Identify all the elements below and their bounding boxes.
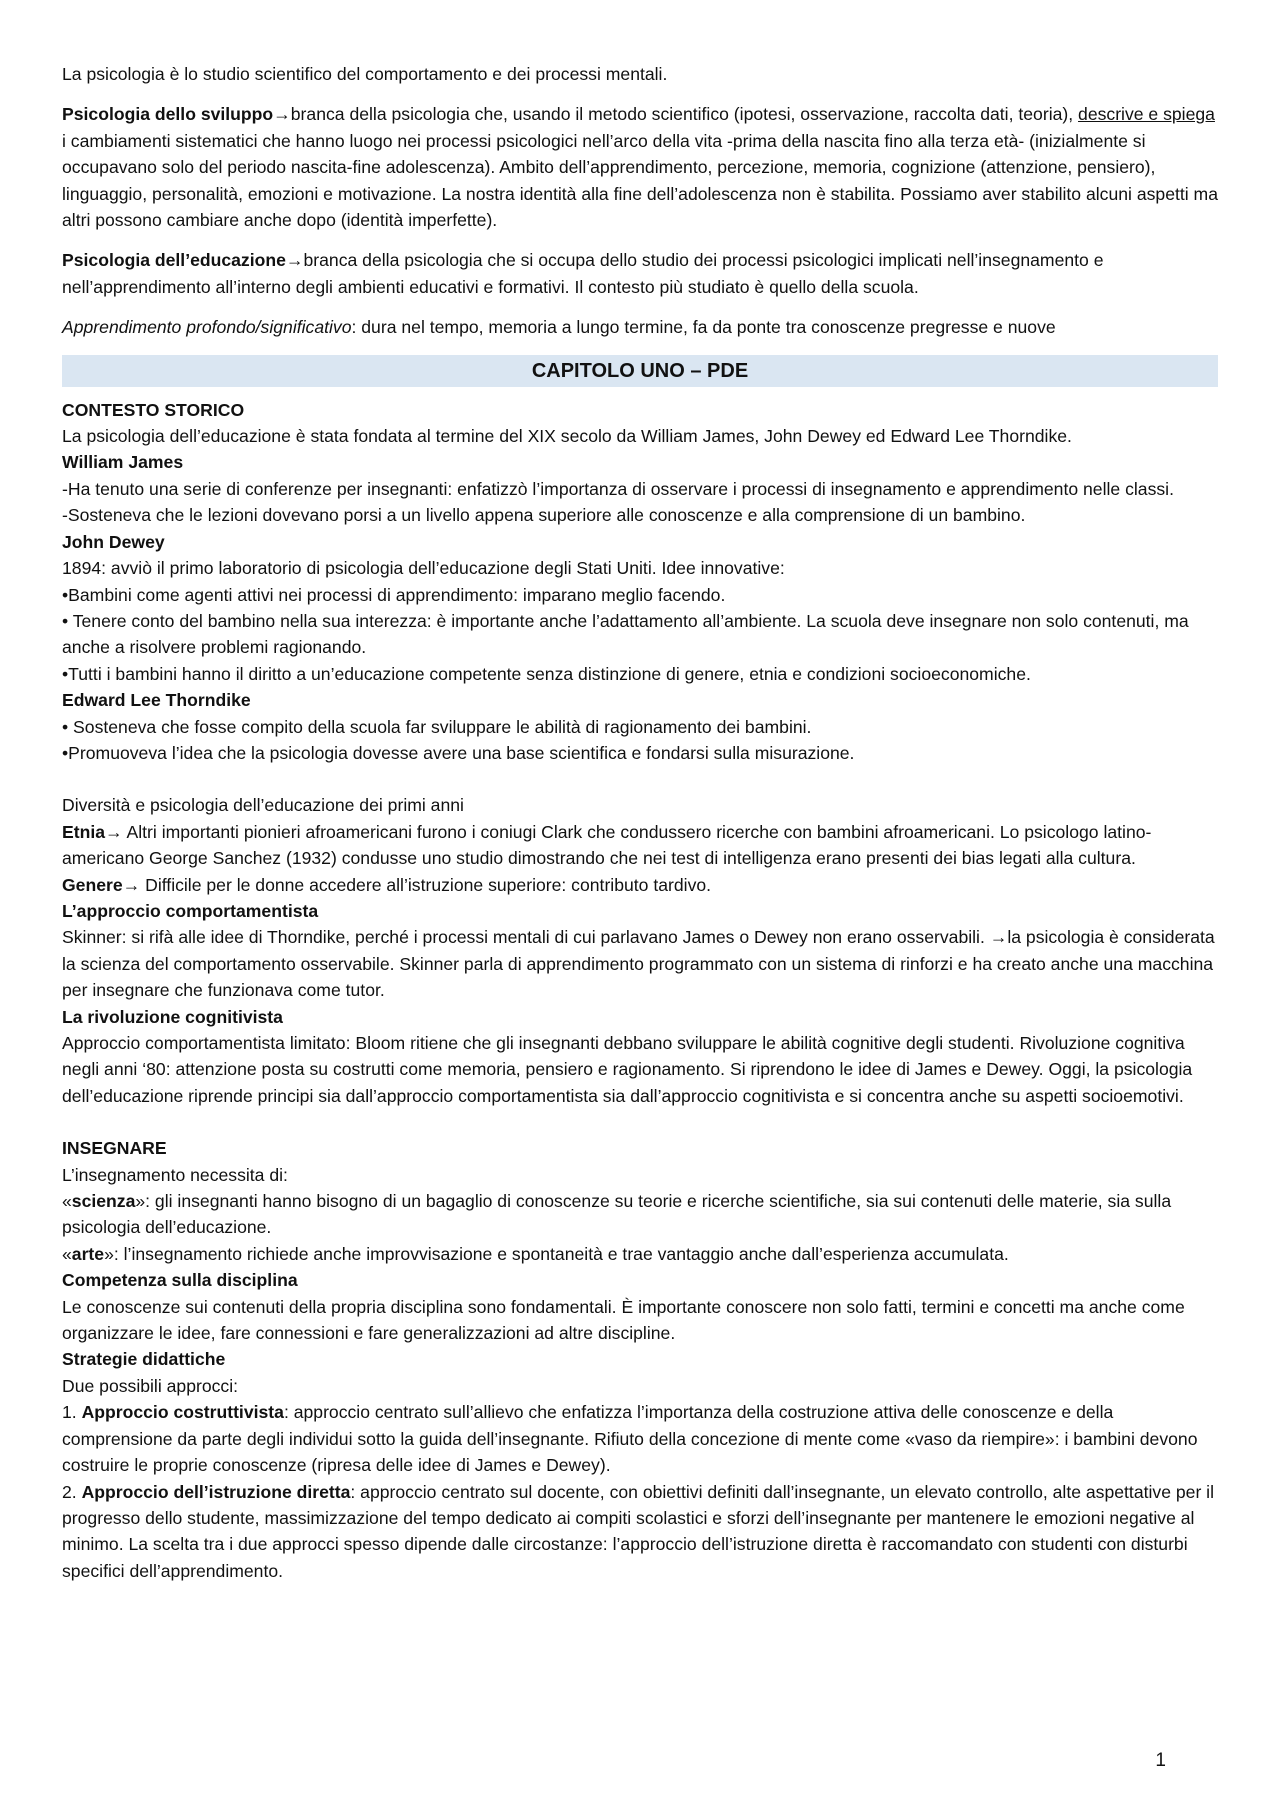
definition-text: branca della psicologia che si occupa dello studio dei processi psicologici implicati nell’insegnamento e nell’apprendimento all’interno degli ambienti educativi e formativi. Il contesto più studiato è quello della scuola. — [62, 250, 1104, 297]
diversity-heading: Diversità e psicologia dell’educazione dei primi anni — [62, 795, 464, 816]
james-point-2: -Sosteneva che le lezioni dovevano porsi a un livello appena superiore alle conoscenze e alla comprensione di un bambino. — [62, 505, 1026, 526]
label-etnia: Etnia — [62, 821, 106, 842]
definition-text: : dura nel tempo, memoria a lungo termine, fa da ponte tra conoscenze pregresse e nuove — [351, 317, 1056, 338]
subheading-strategie — [62, 1346, 1218, 1372]
list-number: 2. — [62, 1481, 82, 1502]
subheading-john-dewey — [62, 529, 1218, 555]
strategy-1-text: : approccio centrato sull’allievo che enfatizza l’importanza della costruzione attiva delle conoscenze e della comprensione da parte degli individui sotto la guida dell’insegnante. Rifiuto della concezione di mente come «vaso da riempire»: i bambini devono costruire le proprie conoscenze (ripresa delle idee di James e Dewey). — [62, 1402, 1198, 1476]
label-scienza: scienza — [71, 1191, 136, 1212]
label-istruzione-diretta: Approccio dell’istruzione diretta — [81, 1481, 351, 1502]
section-heading-insegnare — [62, 1135, 1218, 1161]
definition-text: branca della psicologia che, usando il metodo scientifico (ipotesi, osservazione, raccolta dati, teoria), — [290, 104, 1074, 125]
thorndike-bullet-2: •Promuoveva l’idea che la psicologia dovesse avere una base scientifica e fondarsi sulla misurazione. — [62, 742, 855, 763]
label-costruttivista: Approccio costruttivista — [81, 1402, 284, 1423]
heading-text: La rivoluzione cognitivista — [62, 1006, 283, 1027]
arte-text: »: l’insegnamento richiede anche improvvisazione e spontaneità e trae vantaggio anche dall’esperienza accumulata. — [104, 1243, 1009, 1264]
dewey-bullet-3: •Tutti i bambini hanno il diritto a un’educazione competente senza distinzione di genere, etnia e condizioni socioeconomiche. — [62, 663, 1031, 684]
underlined-phrase: descrive e spiega — [1078, 104, 1215, 125]
subheading-rivoluzione-cognitivista — [62, 1004, 1218, 1030]
thorndike-bullet-1: • Sosteneva che fosse compito della scuola far sviluppare le abilità di ragionamento dei bambini. — [62, 716, 812, 737]
dewey-bullet-1: •Bambini come agenti attivi nei processi di apprendimento: imparano meglio facendo. — [62, 584, 726, 605]
etnia-paragraph — [62, 819, 1218, 872]
quote-open: « — [62, 1243, 72, 1264]
term-psicologia-sviluppo: Psicologia dello sviluppo — [62, 104, 274, 125]
subheading-william-james — [62, 449, 1218, 475]
heading-text: INSEGNARE — [62, 1138, 167, 1159]
arrow-icon: → — [285, 250, 304, 271]
behaviorism-paragraph — [62, 924, 1218, 1003]
behaviorism-text-continued: la psicologia è considerata la scienza del comportamento osservabile. Skinner parla di apprendimento programmato con un sistema di rinforzi e ha creato anche una macchina per insegnare che funzionava come tutor. — [62, 927, 1215, 1001]
scienza-text: »: gli insegnanti hanno bisogno di un bagaglio di conoscenze su teorie e ricerche scientifiche, sia sui contenuti delle materie, sia sulla psicologia dell’educazione. — [62, 1191, 1172, 1238]
section-heading-contesto-storico — [62, 397, 1218, 423]
heading-text: L’approccio comportamentista — [62, 900, 319, 921]
arte-paragraph — [62, 1241, 1218, 1267]
subheading-comportamentista — [62, 898, 1218, 924]
history-intro: La psicologia dell’educazione è stata fondata al termine del XIX secolo da William James, John Dewey ed Edward Lee Thorndike. — [62, 426, 1072, 447]
behaviorism-text: Skinner: si rifà alle idee di Thorndike, perché i processi mentali di cui parlavano James o Dewey non erano osservabili. — [62, 927, 990, 948]
james-point-1: -Ha tenuto una serie di conferenze per insegnanti: enfatizzò l’importanza di osservare i processi di insegnamento e apprendimento nelle classi. — [62, 478, 1174, 499]
page-number: 1 — [1155, 1750, 1166, 1771]
intro-paragraph-3 — [62, 247, 1218, 300]
label-arte: arte — [71, 1243, 105, 1264]
teaching-intro: L’insegnamento necessita di: — [62, 1164, 288, 1185]
competence-paragraph: Le conoscenze sui contenuti della propria disciplina sono fondamentali. È importante conoscere non solo fatti, termini e concetti ma anche come organizzare le idee, fare connessioni e fare generalizzazioni ad altre discipline. — [62, 1296, 1185, 1344]
intro-text: La psicologia è lo studio scientifico del comportamento e dei processi mentali. — [62, 64, 668, 84]
term-psicologia-educazione: Psicologia dell’educazione — [62, 250, 286, 271]
subheading-thorndike — [62, 687, 1218, 713]
scienza-paragraph — [62, 1188, 1218, 1241]
subheading-competenza — [62, 1267, 1218, 1293]
strategy-2-text: : approccio centrato sul docente, con obiettivi definiti dall’insegnante, un elevato controllo, alte aspettative per il progresso dello studente, massimizzazione del tempo dedicato ai compiti scolastici e sforzi dell’insegnante per mantenere le emozioni negative al minimo. La scelta tra i due approcci spesso dipende dalle circostanze: l’approccio dell’istruzione diretta è raccomandato con studenti con disturbi specifici dell’apprendimento. — [62, 1481, 1215, 1581]
heading-text: CONTESTO STORICO — [62, 399, 245, 420]
arrow-icon: → — [122, 874, 141, 895]
heading-text: Strategie didattiche — [62, 1349, 226, 1370]
etnia-text: Altri importanti pionieri afroamericani furono i coniugi Clark che condussero ricerche con bambini afroamericani. Lo psicologo latino-americano George Sanchez (1932) condusse uno studio dimostrando che nei test di intelligenza erano presenti dei bias legati alla cultura. — [62, 821, 1152, 869]
heading-text: William James — [62, 452, 184, 473]
arrow-icon: → — [105, 821, 123, 842]
intro-paragraph-2 — [62, 101, 1218, 233]
intro-paragraph-4 — [62, 314, 1218, 340]
arrow-icon: → — [989, 927, 1008, 948]
genere-paragraph — [62, 872, 1218, 898]
strategies-intro: Due possibili approcci: — [62, 1375, 239, 1396]
genere-text: Difficile per le donne accedere all’istruzione superiore: contributo tardivo. — [140, 874, 712, 895]
quote-open: « — [62, 1191, 72, 1212]
spacer — [62, 1109, 1218, 1135]
definition-continuation: i cambiamenti sistematici che hanno luogo nei processi psicologici nell’arco della vita -prima della nascita fino alla terza età- (inizialmente si occupavano solo del periodo nascita-fine adolescenza). Ambito dell’apprendimento, percezione, memoria, cognizione (attenzione, pensiero), linguaggio, personalità, emozioni e motivazione. La nostra identità alla fine dell’adolescenza non è stabilita. Possiamo aver stabilito alcuni aspetti ma altri possono cambiare anche dopo (identità imperfette). — [62, 130, 1218, 231]
strategy-1 — [62, 1399, 1218, 1478]
heading-text: Edward Lee Thorndike — [62, 690, 251, 711]
spacer — [62, 766, 1218, 792]
strategy-2 — [62, 1479, 1218, 1585]
chapter-title-banner: CAPITOLO UNO – PDE — [62, 355, 1218, 387]
arrow-icon: → — [273, 104, 291, 125]
intro-paragraph-1 — [62, 61, 1218, 87]
term-apprendimento-profondo: Apprendimento profondo/significativo — [62, 317, 352, 338]
heading-text: John Dewey — [62, 531, 165, 552]
dewey-bullet-2: • Tenere conto del bambino nella sua interezza: è importante anche l’adattamento all’ambiente. La scuola deve insegnare non solo contenuti, ma anche a risolvere problemi ragionando. — [62, 610, 1189, 658]
label-genere: Genere — [62, 874, 123, 895]
heading-text: Competenza sulla disciplina — [62, 1270, 298, 1291]
dewey-intro: 1894: avviò il primo laboratorio di psicologia dell’educazione degli Stati Uniti. Idee innovative: — [62, 558, 785, 579]
list-number: 1. — [62, 1402, 82, 1423]
cognitivism-paragraph: Approccio comportamentista limitato: Bloom ritiene che gli insegnanti debbano sviluppare le abilità cognitive degli studenti. Rivoluzione cognitiva negli anni ‘80: attenzione posta su costrutti come memoria, pensiero e ragionamento. Si riprendono le idee di James e Dewey. Oggi, la psicologia dell’educazione riprende principi sia dall’approccio comportamentista sia dall’approccio cognitivista e si concentra anche su aspetti socioemotivi. — [62, 1033, 1193, 1106]
